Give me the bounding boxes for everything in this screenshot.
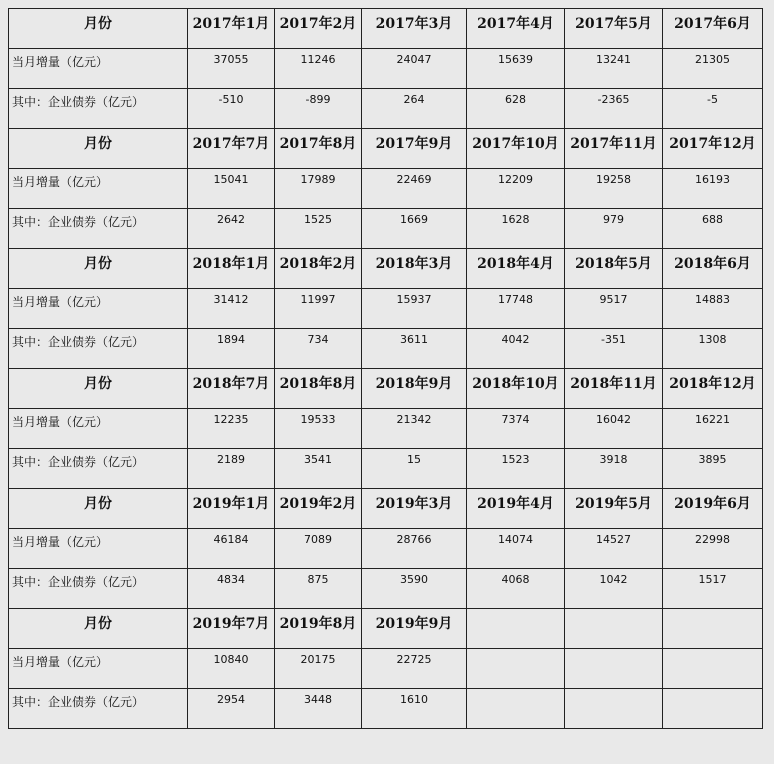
corporate-bond-cell: 1308	[663, 329, 763, 369]
monthly-increment-row	[9, 49, 763, 89]
corporate-bond-cell: 15	[362, 449, 467, 489]
corporate-bond-cell: 1517	[663, 569, 763, 609]
monthly-increment-cell: 10840	[188, 649, 275, 689]
monthly-increment-cell: 15639	[467, 49, 565, 89]
month-header-cell: 2019年3月	[362, 489, 467, 529]
month-header-cell: 2019年8月	[275, 609, 362, 649]
monthly-increment-cell: 17989	[275, 169, 362, 209]
month-header-cell: 2017年10月	[467, 129, 565, 169]
monthly-increment-cell: 14527	[565, 529, 663, 569]
month-header-row-label: 月份	[9, 369, 188, 409]
month-header-cell: 2018年1月	[188, 249, 275, 289]
month-header-cell: 2018年6月	[663, 249, 763, 289]
monthly-increment-cell: 11997	[275, 289, 362, 329]
monthly-increment-row-label: 当月增量（亿元）	[9, 529, 188, 569]
monthly-increment-cell: 21342	[362, 409, 467, 449]
corporate-bond-row-label: 其中：企业债券（亿元）	[9, 449, 188, 489]
month-header-cell: 2019年1月	[188, 489, 275, 529]
monthly-increment-cell: 7374	[467, 409, 565, 449]
monthly-increment-cell: 13241	[565, 49, 663, 89]
monthly-increment-row-label: 当月增量（亿元）	[9, 169, 188, 209]
corporate-bond-cell: -510	[188, 89, 275, 129]
month-header-cell: 2018年8月	[275, 369, 362, 409]
month-header-cell: 2019年9月	[362, 609, 467, 649]
corporate-bond-cell: 4042	[467, 329, 565, 369]
month-header-row-label: 月份	[9, 129, 188, 169]
month-header-cell: 2017年4月	[467, 9, 565, 49]
monthly-increment-cell: 7089	[275, 529, 362, 569]
corporate-bond-cell: 1894	[188, 329, 275, 369]
financing-table	[8, 8, 763, 729]
monthly-increment-cell: 15041	[188, 169, 275, 209]
monthly-increment-cell: 14074	[467, 529, 565, 569]
corporate-bond-row-label: 其中：企业债券（亿元）	[9, 209, 188, 249]
month-header-cell: 2017年9月	[362, 129, 467, 169]
monthly-increment-cell: 22469	[362, 169, 467, 209]
monthly-increment-cell: 16193	[663, 169, 763, 209]
month-header-cell: 2018年3月	[362, 249, 467, 289]
month-header-row	[9, 489, 763, 529]
corporate-bond-row-label: 其中：企业债券（亿元）	[9, 569, 188, 609]
monthly-increment-cell: 21305	[663, 49, 763, 89]
monthly-increment-cell: 12209	[467, 169, 565, 209]
monthly-increment-row-label: 当月增量（亿元）	[9, 409, 188, 449]
corporate-bond-cell: 2642	[188, 209, 275, 249]
month-header-row	[9, 369, 763, 409]
monthly-increment-row	[9, 289, 763, 329]
corporate-bond-cell: 628	[467, 89, 565, 129]
month-header-cell: 2018年4月	[467, 249, 565, 289]
corporate-bond-cell: 2189	[188, 449, 275, 489]
monthly-increment-cell: 20175	[275, 649, 362, 689]
monthly-increment-cell: 19533	[275, 409, 362, 449]
month-header-cell: 2019年4月	[467, 489, 565, 529]
monthly-increment-cell: 24047	[362, 49, 467, 89]
monthly-increment-cell: 12235	[188, 409, 275, 449]
corporate-bond-row	[9, 89, 763, 129]
month-header-cell: 2017年2月	[275, 9, 362, 49]
monthly-increment-cell: 31412	[188, 289, 275, 329]
month-header-cell	[663, 609, 763, 649]
corporate-bond-cell	[663, 689, 763, 729]
corporate-bond-row	[9, 449, 763, 489]
corporate-bond-row	[9, 329, 763, 369]
corporate-bond-row	[9, 569, 763, 609]
month-header-row-label: 月份	[9, 489, 188, 529]
corporate-bond-cell: 979	[565, 209, 663, 249]
corporate-bond-cell: 3448	[275, 689, 362, 729]
monthly-increment-cell	[565, 649, 663, 689]
month-header-cell: 2018年12月	[663, 369, 763, 409]
monthly-increment-cell: 17748	[467, 289, 565, 329]
month-header-cell: 2017年11月	[565, 129, 663, 169]
corporate-bond-row	[9, 689, 763, 729]
corporate-bond-cell	[467, 689, 565, 729]
month-header-row	[9, 249, 763, 289]
table-body	[9, 9, 763, 729]
month-header-cell: 2017年1月	[188, 9, 275, 49]
monthly-increment-cell: 11246	[275, 49, 362, 89]
corporate-bond-cell: 3541	[275, 449, 362, 489]
monthly-increment-cell: 28766	[362, 529, 467, 569]
corporate-bond-cell: 1523	[467, 449, 565, 489]
corporate-bond-cell: 3918	[565, 449, 663, 489]
month-header-row-label: 月份	[9, 609, 188, 649]
corporate-bond-row-label: 其中：企业债券（亿元）	[9, 689, 188, 729]
monthly-increment-cell: 9517	[565, 289, 663, 329]
monthly-increment-row	[9, 529, 763, 569]
monthly-increment-cell: 22725	[362, 649, 467, 689]
monthly-increment-row-label: 当月增量（亿元）	[9, 49, 188, 89]
month-header-cell: 2018年2月	[275, 249, 362, 289]
month-header-row	[9, 9, 763, 49]
monthly-increment-cell	[663, 649, 763, 689]
corporate-bond-cell: 4068	[467, 569, 565, 609]
month-header-cell	[565, 609, 663, 649]
month-header-cell: 2019年2月	[275, 489, 362, 529]
month-header-cell: 2017年6月	[663, 9, 763, 49]
month-header-cell: 2017年5月	[565, 9, 663, 49]
month-header-row-label: 月份	[9, 9, 188, 49]
corporate-bond-cell: 688	[663, 209, 763, 249]
corporate-bond-cell: 2954	[188, 689, 275, 729]
corporate-bond-cell: -2365	[565, 89, 663, 129]
corporate-bond-row	[9, 209, 763, 249]
monthly-increment-cell: 19258	[565, 169, 663, 209]
month-header-cell: 2018年10月	[467, 369, 565, 409]
corporate-bond-cell: 875	[275, 569, 362, 609]
monthly-increment-cell: 46184	[188, 529, 275, 569]
monthly-increment-cell	[467, 649, 565, 689]
corporate-bond-cell: 3590	[362, 569, 467, 609]
monthly-increment-row	[9, 649, 763, 689]
monthly-increment-cell: 16042	[565, 409, 663, 449]
corporate-bond-cell: 4834	[188, 569, 275, 609]
month-header-cell	[467, 609, 565, 649]
monthly-increment-cell: 16221	[663, 409, 763, 449]
monthly-increment-row	[9, 169, 763, 209]
monthly-increment-cell: 15937	[362, 289, 467, 329]
corporate-bond-cell: 1610	[362, 689, 467, 729]
month-header-cell: 2019年7月	[188, 609, 275, 649]
corporate-bond-cell: 3611	[362, 329, 467, 369]
monthly-increment-cell: 14883	[663, 289, 763, 329]
month-header-cell: 2018年9月	[362, 369, 467, 409]
corporate-bond-row-label: 其中：企业债券（亿元）	[9, 329, 188, 369]
monthly-increment-row	[9, 409, 763, 449]
corporate-bond-cell: -899	[275, 89, 362, 129]
month-header-cell: 2019年6月	[663, 489, 763, 529]
month-header-cell: 2018年7月	[188, 369, 275, 409]
corporate-bond-cell: 1042	[565, 569, 663, 609]
monthly-increment-cell: 37055	[188, 49, 275, 89]
corporate-bond-row-label: 其中：企业债券（亿元）	[9, 89, 188, 129]
month-header-row	[9, 609, 763, 649]
corporate-bond-cell	[565, 689, 663, 729]
corporate-bond-cell: -351	[565, 329, 663, 369]
monthly-increment-row-label: 当月增量（亿元）	[9, 289, 188, 329]
corporate-bond-cell: -5	[663, 89, 763, 129]
monthly-increment-row-label: 当月增量（亿元）	[9, 649, 188, 689]
corporate-bond-cell: 1628	[467, 209, 565, 249]
corporate-bond-cell: 264	[362, 89, 467, 129]
month-header-cell: 2018年5月	[565, 249, 663, 289]
corporate-bond-cell: 1669	[362, 209, 467, 249]
month-header-cell: 2017年7月	[188, 129, 275, 169]
month-header-cell: 2017年3月	[362, 9, 467, 49]
corporate-bond-cell: 3895	[663, 449, 763, 489]
month-header-row	[9, 129, 763, 169]
month-header-cell: 2017年8月	[275, 129, 362, 169]
monthly-increment-cell: 22998	[663, 529, 763, 569]
month-header-cell: 2019年5月	[565, 489, 663, 529]
month-header-cell: 2018年11月	[565, 369, 663, 409]
corporate-bond-cell: 1525	[275, 209, 362, 249]
month-header-cell: 2017年12月	[663, 129, 763, 169]
corporate-bond-cell: 734	[275, 329, 362, 369]
month-header-row-label: 月份	[9, 249, 188, 289]
